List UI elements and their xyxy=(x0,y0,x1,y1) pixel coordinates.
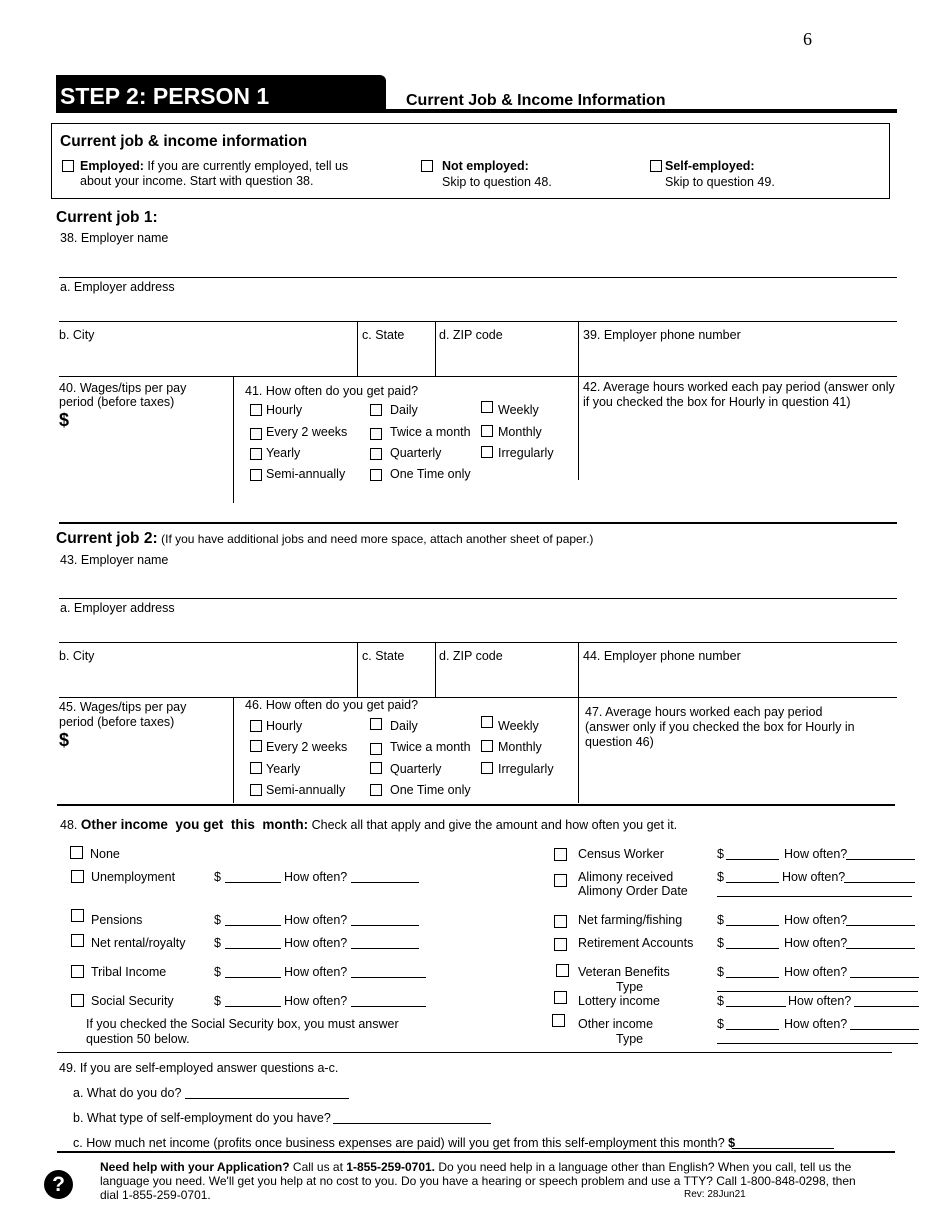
job1-hourly-label: Hourly xyxy=(266,403,303,417)
veteran-type-field[interactable] xyxy=(717,991,918,992)
social-security-note-1: If you checked the Social Security box, you must answer xyxy=(86,1017,399,1031)
job1-wages-dollar: $ xyxy=(59,410,70,430)
alimony-dollar: $ xyxy=(717,870,724,884)
footer-help-call: Call us at xyxy=(292,1160,343,1174)
self-employed-checkbox[interactable] xyxy=(650,160,662,172)
retirement-how-often-field[interactable] xyxy=(846,938,915,949)
job1-quarterly-label: Quarterly xyxy=(390,446,442,460)
divider xyxy=(59,697,897,698)
divider xyxy=(435,321,436,376)
unemployment-checkbox[interactable] xyxy=(71,870,84,883)
alimony-date-field[interactable] xyxy=(717,896,912,897)
job2-heading: Current job 2: xyxy=(56,530,158,547)
not-employed-checkbox[interactable] xyxy=(421,160,433,172)
other-income-how-often-label: How often? xyxy=(784,1017,848,1031)
footer-text-2: language you need. We'll get you help at no cost to you. Do you have a hearing or speech problem and use a TTY? Call 1-800-848-0298, then xyxy=(100,1174,856,1188)
net-farming-how-often-label: How often? xyxy=(784,913,848,927)
self-employment-q-c xyxy=(73,1136,735,1150)
retirement-label: Retirement Accounts xyxy=(578,936,694,950)
job1-wages-label-1: 40. Wages/tips per pay xyxy=(59,381,187,395)
footer-text-1: Do you need help in a language other than English? When you call, tell us the xyxy=(438,1160,852,1174)
job2-quarterly-label: Quarterly xyxy=(390,762,442,776)
self-employment-q-b-field[interactable] xyxy=(333,1113,491,1124)
job1-employer-address-label: a. Employer address xyxy=(60,280,175,294)
other-income-how-often-field[interactable] xyxy=(850,1019,919,1030)
social-security-how-often-field[interactable] xyxy=(351,996,426,1007)
alimony-label: Alimony received xyxy=(578,870,674,884)
job2-section-rule xyxy=(57,804,895,806)
job2-phone-label: 44. Employer phone number xyxy=(583,649,741,663)
job2-every2weeks-checkbox[interactable] xyxy=(250,740,262,752)
social-security-note-2: question 50 below. xyxy=(86,1032,190,1046)
job1-weekly-label: Weekly xyxy=(498,403,539,417)
other-income-type-label: Type xyxy=(616,1032,644,1046)
job1-state-label: c. State xyxy=(362,328,405,342)
job2-semiannually-label: Semi-annually xyxy=(266,783,346,797)
job1-semiannually-checkbox[interactable] xyxy=(250,469,262,481)
job2-state-label: c. State xyxy=(362,649,405,663)
none-label: None xyxy=(90,847,120,861)
unemployment-how-often-label: How often? xyxy=(284,870,348,884)
job1-every2weeks-checkbox[interactable] xyxy=(250,428,262,440)
other-income-checkbox[interactable] xyxy=(552,1014,565,1027)
self-employment-q-a: a. What do you do? xyxy=(73,1086,182,1100)
help-icon: ? xyxy=(44,1170,73,1199)
job2-yearly-checkbox[interactable] xyxy=(250,762,262,774)
divider xyxy=(59,376,897,377)
job2-employer-address-field[interactable] xyxy=(59,642,897,643)
social-security-dollar: $ xyxy=(214,994,221,1008)
footer-text-3: dial 1-855-259-0701. xyxy=(100,1188,211,1202)
job1-employer-address-field[interactable] xyxy=(59,321,897,322)
alimony-how-often-field[interactable] xyxy=(844,872,915,883)
job2-twiceamonth-checkbox[interactable] xyxy=(370,743,382,755)
other-income-dollar: $ xyxy=(717,1017,724,1031)
divider xyxy=(435,642,436,697)
job2-hours-label-2: (answer only if you checked the box for Hourly in xyxy=(585,720,855,734)
job1-weekly-checkbox[interactable] xyxy=(481,401,493,413)
job1-paid-question: 41. How often do you get paid? xyxy=(245,384,419,398)
job2-hourly-label: Hourly xyxy=(266,719,303,733)
pensions-dollar: $ xyxy=(214,913,221,927)
alimony-amount-field[interactable] xyxy=(726,872,779,883)
job1-quarterly-checkbox[interactable] xyxy=(370,448,382,460)
divider xyxy=(578,321,579,480)
job2-irregularly-label: Irregularly xyxy=(498,762,554,776)
job1-zip-label: d. ZIP code xyxy=(439,328,503,342)
census-worker-dollar: $ xyxy=(717,847,724,861)
net-farming-dollar: $ xyxy=(717,913,724,927)
tribal-income-how-often-label: How often? xyxy=(284,965,348,979)
self-employment-q-c-field[interactable] xyxy=(732,1138,834,1149)
tribal-income-checkbox[interactable] xyxy=(71,965,84,978)
job2-employer-address-label: a. Employer address xyxy=(60,601,175,615)
other-income-instruction: Check all that apply and give the amount and how often you get it. xyxy=(311,818,678,832)
pensions-label: Pensions xyxy=(91,913,143,927)
job2-monthly-checkbox[interactable] xyxy=(481,740,493,752)
social-security-amount-field[interactable] xyxy=(225,996,281,1007)
social-security-checkbox[interactable] xyxy=(71,994,84,1007)
social-security-how-often-label: How often? xyxy=(284,994,348,1008)
census-worker-amount-field[interactable] xyxy=(726,849,779,860)
net-farming-amount-field[interactable] xyxy=(726,915,779,926)
job2-onetime-checkbox[interactable] xyxy=(370,784,382,796)
none-checkbox[interactable] xyxy=(70,846,83,859)
job2-monthly-label: Monthly xyxy=(498,740,542,754)
job1-twiceamonth-checkbox[interactable] xyxy=(370,428,382,440)
employment-status-box xyxy=(51,123,890,199)
job2-paid-question: 46. How often do you get paid? xyxy=(245,698,419,712)
other-income-title: Other income you get this month: xyxy=(80,817,309,832)
other-income-label: Other income xyxy=(578,1017,654,1031)
other-income-prefix: 48. xyxy=(60,818,78,832)
job2-hours-label-1: 47. Average hours worked each pay period xyxy=(585,705,823,719)
employed-desc-1: If you are currently employed, tell us xyxy=(147,159,349,173)
job1-monthly-checkbox[interactable] xyxy=(481,425,493,437)
job1-employer-name-label: 38. Employer name xyxy=(60,231,169,245)
lottery-amount-field[interactable] xyxy=(726,996,786,1007)
job1-semiannually-label: Semi-annually xyxy=(266,467,346,481)
job1-hours-label-1: 42. Average hours worked each pay period (answer only xyxy=(583,380,895,394)
job1-section-rule xyxy=(59,522,897,524)
retirement-amount-field[interactable] xyxy=(726,938,779,949)
job1-daily-checkbox[interactable] xyxy=(370,404,382,416)
divider xyxy=(578,642,579,803)
job1-city-label: b. City xyxy=(59,328,95,342)
divider xyxy=(233,697,234,803)
job2-daily-checkbox[interactable] xyxy=(370,718,382,730)
veteran-how-often-field[interactable] xyxy=(850,967,919,978)
section-title: Current Job & Income Information xyxy=(406,92,666,109)
pensions-amount-field[interactable] xyxy=(225,915,281,926)
net-farming-checkbox[interactable] xyxy=(554,915,567,928)
other-income-amount-field[interactable] xyxy=(726,1019,779,1030)
job2-employer-name-field[interactable] xyxy=(59,598,897,599)
self-employed-label: Self-employed: xyxy=(665,159,755,173)
self-employment-q-c-dollar: $ xyxy=(728,1136,736,1150)
retirement-dollar: $ xyxy=(717,936,724,950)
employed-checkbox[interactable] xyxy=(62,160,74,172)
net-rental-how-often-label: How often? xyxy=(284,936,348,950)
alimony-checkbox[interactable] xyxy=(554,874,567,887)
header-rule xyxy=(56,109,897,113)
veteran-how-often-label: How often? xyxy=(784,965,848,979)
pensions-how-often-label: How often? xyxy=(284,913,348,927)
social-security-label: Social Security xyxy=(91,994,174,1008)
census-worker-how-often-field[interactable] xyxy=(846,849,915,860)
job1-irregularly-checkbox[interactable] xyxy=(481,446,493,458)
job2-weekly-label: Weekly xyxy=(498,719,539,733)
job2-twiceamonth-label: Twice a month xyxy=(390,740,471,754)
job2-every2weeks-label: Every 2 weeks xyxy=(266,740,348,754)
job2-hourly-checkbox[interactable] xyxy=(250,720,262,732)
job1-yearly-label: Yearly xyxy=(266,446,301,460)
footer-line-1 xyxy=(100,1160,851,1174)
job2-weekly-checkbox[interactable] xyxy=(481,716,493,728)
job2-wages-dollar: $ xyxy=(59,730,70,750)
retirement-how-often-label: How often? xyxy=(784,936,848,950)
census-worker-checkbox[interactable] xyxy=(554,848,567,861)
divider xyxy=(233,376,234,503)
employed-desc-2: about your income. Start with question 38. xyxy=(80,174,314,188)
veteran-amount-field[interactable] xyxy=(726,967,779,978)
net-rental-how-often-field[interactable] xyxy=(351,938,419,949)
alimony-date-label: Alimony Order Date xyxy=(578,884,688,898)
unemployment-how-often-field[interactable] xyxy=(351,872,419,883)
job2-quarterly-checkbox[interactable] xyxy=(370,762,382,774)
unemployment-label: Unemployment xyxy=(91,870,176,884)
lottery-how-often-field[interactable] xyxy=(854,996,919,1007)
step-title: STEP 2: PERSON 1 xyxy=(60,83,270,109)
net-rental-dollar: $ xyxy=(214,936,221,950)
net-rental-checkbox[interactable] xyxy=(71,934,84,947)
job2-employer-name-label: 43. Employer name xyxy=(60,553,169,567)
job1-employer-name-field[interactable] xyxy=(59,277,897,278)
job2-hours-label-3: question 46) xyxy=(585,735,654,749)
divider xyxy=(57,1052,892,1053)
net-farming-how-often-field[interactable] xyxy=(846,915,915,926)
employed-label: Employed: xyxy=(80,159,144,173)
status-box-title: Current job & income information xyxy=(60,133,308,150)
census-worker-label: Census Worker xyxy=(578,847,664,861)
tribal-income-how-often-field[interactable] xyxy=(351,967,426,978)
veteran-label: Veteran Benefits xyxy=(578,965,670,979)
job2-yearly-label: Yearly xyxy=(266,762,301,776)
self-employment-q-c-text: c. How much net income (profits once business expenses are paid) will you get from this self-employment this month? xyxy=(73,1136,725,1150)
job2-irregularly-checkbox[interactable] xyxy=(481,762,493,774)
net-rental-amount-field[interactable] xyxy=(225,938,281,949)
lottery-dollar: $ xyxy=(717,994,724,1008)
lottery-how-often-label: How often? xyxy=(788,994,852,1008)
veteran-type-label: Type xyxy=(616,980,644,994)
alimony-how-often-label: How often? xyxy=(782,870,846,884)
veteran-dollar: $ xyxy=(717,965,724,979)
not-employed-label: Not employed: xyxy=(442,159,529,173)
tribal-income-amount-field[interactable] xyxy=(225,967,281,978)
job1-onetime-checkbox[interactable] xyxy=(370,469,382,481)
job2-semiannually-checkbox[interactable] xyxy=(250,784,262,796)
net-farming-label: Net farming/fishing xyxy=(578,913,683,927)
pensions-checkbox[interactable] xyxy=(71,909,84,922)
lottery-label: Lottery income xyxy=(578,994,660,1008)
self-employed-desc: Skip to question 49. xyxy=(665,175,775,189)
net-rental-label: Net rental/royalty xyxy=(91,936,186,950)
job1-onetime-label: One Time only xyxy=(390,467,471,481)
job2-daily-label: Daily xyxy=(390,719,418,733)
job2-zip-label: d. ZIP code xyxy=(439,649,503,663)
job1-wages-label-2: period (before taxes) xyxy=(59,395,175,409)
job1-phone-label: 39. Employer phone number xyxy=(583,328,741,342)
lottery-checkbox[interactable] xyxy=(554,991,567,1004)
job2-wages-label-2: period (before taxes) xyxy=(59,715,175,729)
other-income-type-field[interactable] xyxy=(717,1043,918,1044)
veteran-checkbox[interactable] xyxy=(556,964,569,977)
self-employment-q-b: b. What type of self-employment do you have? xyxy=(73,1111,331,1125)
tribal-income-dollar: $ xyxy=(214,965,221,979)
step-title-tab xyxy=(56,75,386,113)
not-employed-desc: Skip to question 48. xyxy=(442,175,552,189)
footer-phone: 1-855-259-0701. xyxy=(346,1160,436,1174)
job2-wages-label-1: 45. Wages/tips per pay xyxy=(59,700,187,714)
self-employment-q-a-field[interactable] xyxy=(185,1088,349,1099)
pensions-how-often-field[interactable] xyxy=(351,915,419,926)
job2-city-label: b. City xyxy=(59,649,95,663)
employed-text xyxy=(80,159,348,173)
job1-every2weeks-label: Every 2 weeks xyxy=(266,425,348,439)
job1-hours-label-2: if you checked the box for Hourly in question 41) xyxy=(583,395,851,409)
job1-heading: Current job 1: xyxy=(56,209,158,226)
job1-twiceamonth-label: Twice a month xyxy=(390,425,471,439)
unemployment-dollar: $ xyxy=(214,870,221,884)
self-employment-intro: 49. If you are self-employed answer questions a-c. xyxy=(59,1061,339,1075)
page-number: 6 xyxy=(803,29,812,49)
job1-monthly-label: Monthly xyxy=(498,425,542,439)
job2-heading-row xyxy=(56,530,593,548)
job2-onetime-label: One Time only xyxy=(390,783,471,797)
footer-help-bold: Need help with your Application? xyxy=(100,1160,290,1174)
divider xyxy=(357,321,358,376)
job1-hourly-checkbox[interactable] xyxy=(250,404,262,416)
other-income-header xyxy=(60,817,677,832)
job2-subheading: (If you have additional jobs and need more space, attach another sheet of paper.) xyxy=(161,532,594,546)
footer-rule xyxy=(57,1151,895,1153)
retirement-checkbox[interactable] xyxy=(554,938,567,951)
job1-irregularly-label: Irregularly xyxy=(498,446,554,460)
tribal-income-label: Tribal Income xyxy=(91,965,167,979)
unemployment-amount-field[interactable] xyxy=(225,872,281,883)
divider xyxy=(357,642,358,697)
job1-yearly-checkbox[interactable] xyxy=(250,448,262,460)
footer-revision: Rev: 28Jun21 xyxy=(684,1189,746,1200)
job1-daily-label: Daily xyxy=(390,403,418,417)
census-worker-how-often-label: How often? xyxy=(784,847,848,861)
